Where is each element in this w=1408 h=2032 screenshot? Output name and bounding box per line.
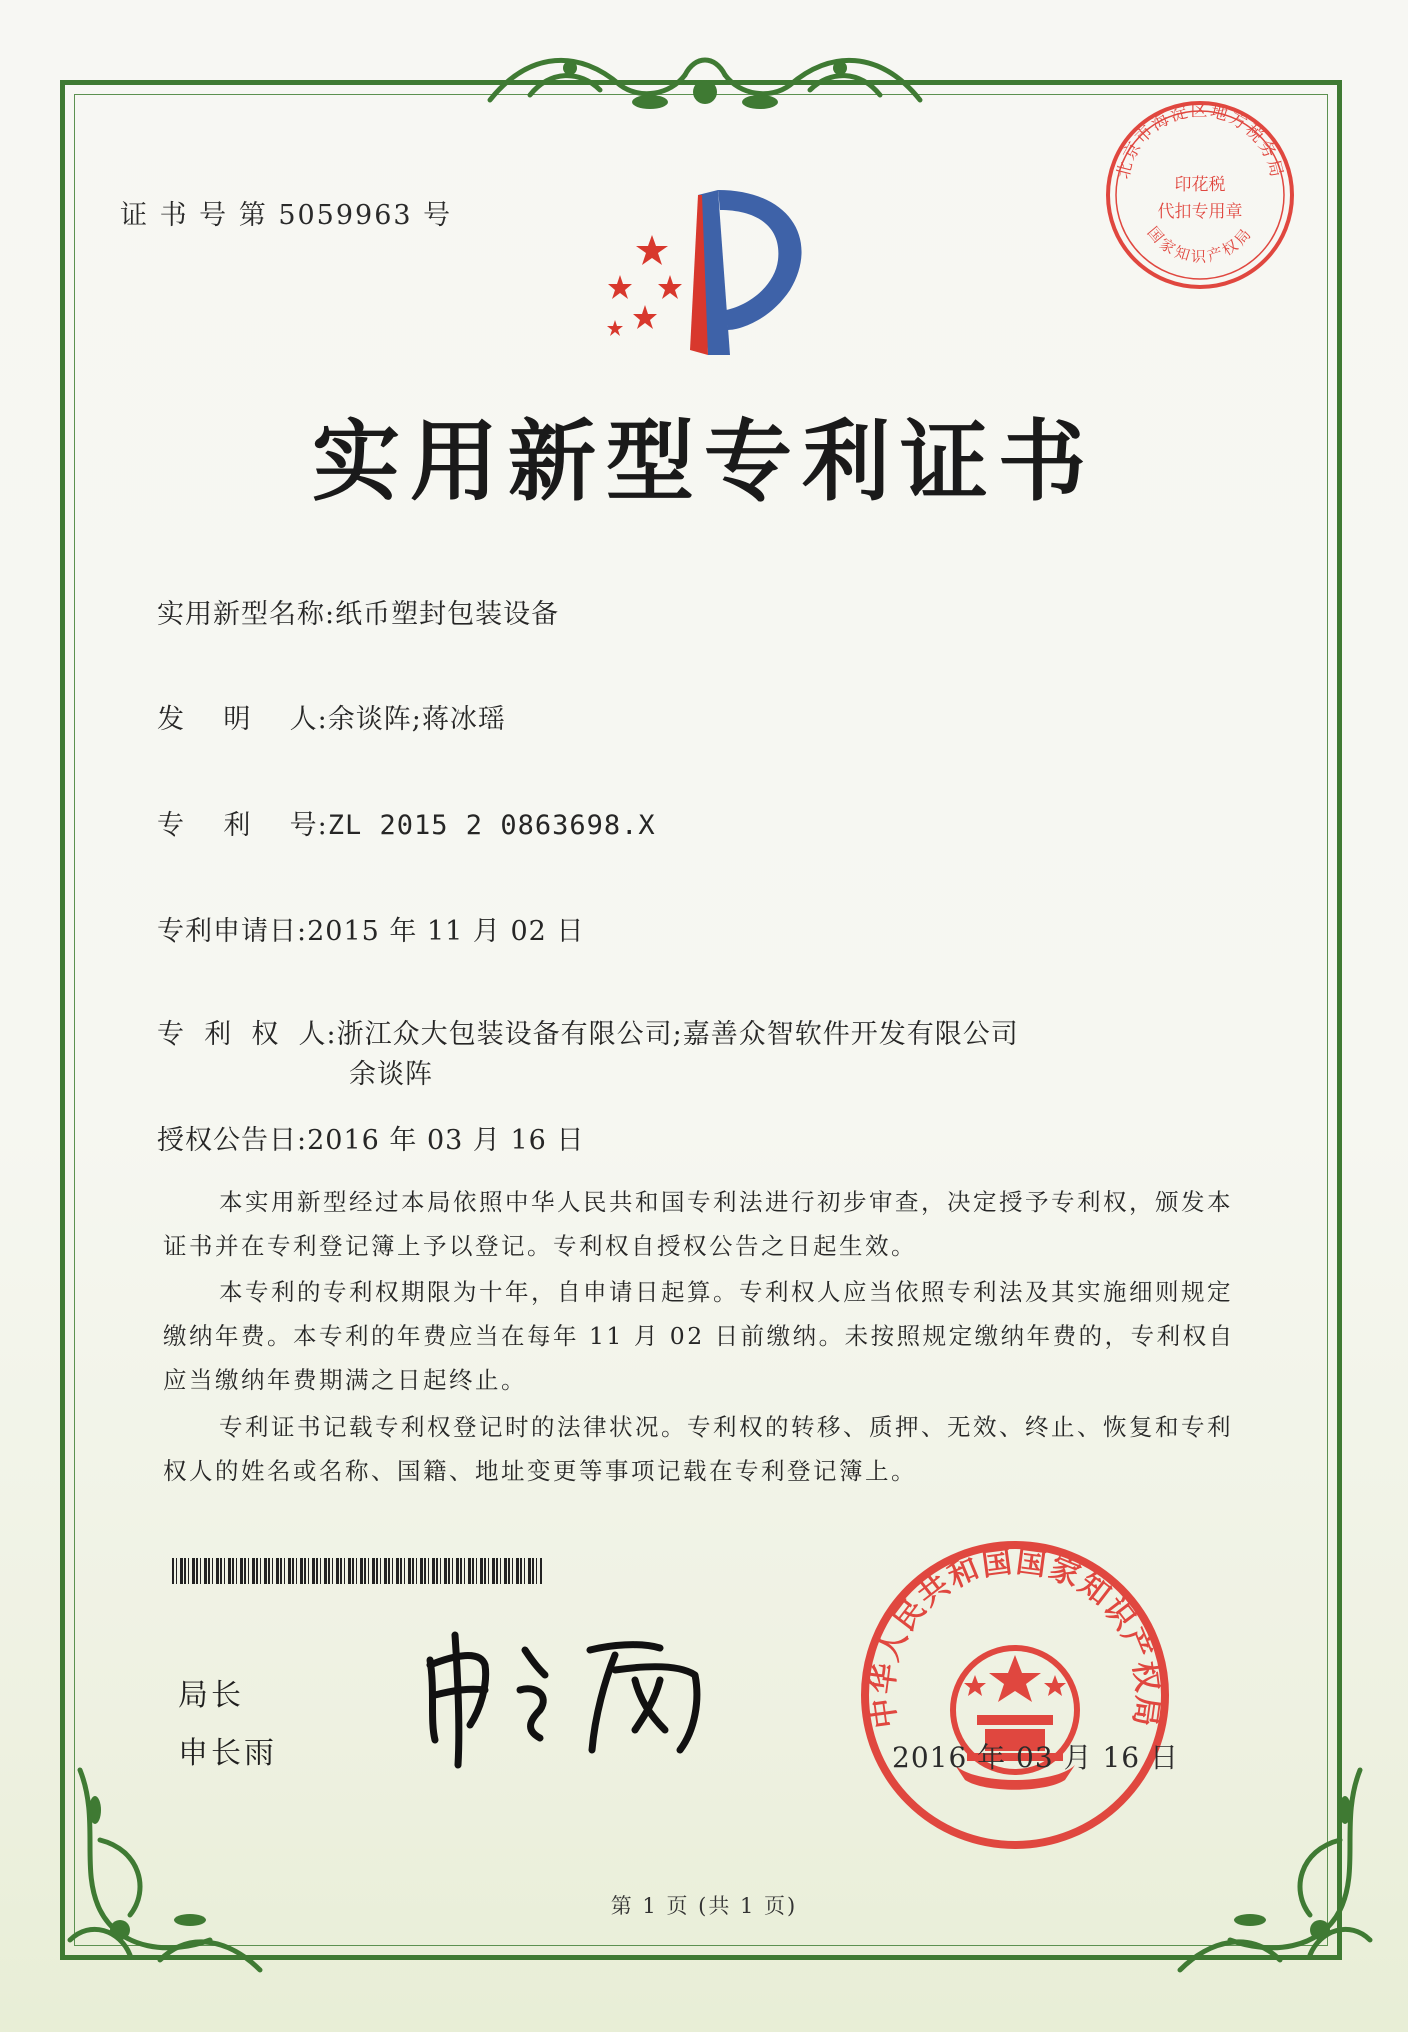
bottom-right-ornament [1150,1740,1380,1980]
patentee-label: 专 利 权 人: [157,1019,337,1050]
tax-stamp [1100,95,1300,295]
official-seal [855,1535,1175,1855]
patentee-value-line1: 浙江众大包装设备有限公司;嘉善众智软件开发有限公司 [336,1019,1019,1050]
svg-text:中华人民共和国国家知识产权局: 中华人民共和国国家知识产权局 [865,1544,1165,1731]
patent-number-label: 专 利 号: [157,810,328,841]
patentee-value-line2: 余谈阵 [349,1059,433,1090]
announcement-date-value: 2016 年 03 月 16 日 [307,1125,585,1156]
patentee-row [157,1012,1019,1051]
patent-number-value: ZL 2015 2 0863698.X [327,810,656,841]
svg-text:国家知识产权局: 国家知识产权局 [1143,223,1257,266]
certificate-title: 实用新型专利证书 [311,409,1096,513]
bottom-left-ornament [60,1740,290,1980]
inventor-row [157,697,506,736]
svg-text:北京市海淀区地方税务局: 北京市海淀区地方税务局 [1113,101,1287,181]
signature-text: 申长雨 [410,1620,413,1621]
announcement-date-row [157,1118,584,1157]
svg-text:印花税: 印花税 [1174,175,1226,195]
inventor-label: 发 明 人: [157,704,328,735]
director-signature [410,1620,730,1770]
sipo-logo [590,180,820,360]
announcement-date-label: 授权公告日: [157,1125,308,1156]
paragraph-term: 本专利的专利权期限为十年，自申请日起算。专利权人应当依照专利法及其实施细则规定缴纳年费。本专利的年费应当在每年 11 月 02 日前缴纳。未按照规定缴纳年费的，专利权自应当缴纳年费期满之日起终止。 [163,1278,1235,1394]
certificate-number: 证 书 号 第 5059963 号 [120,200,453,231]
svg-text:代扣专用章: 代扣专用章 [1157,202,1243,222]
inventor-value: 余谈阵;蒋冰瑶 [327,704,506,735]
page-number: 第 1 页 (共 1 页) [610,1894,798,1918]
utility-model-name-label: 实用新型名称: [157,599,336,630]
paragraph-grant: 本实用新型经过本局依照中华人民共和国专利法进行初步审查，决定授予专利权，颁发本证书并在专利登记簿上予以登记。专利权自授权公告之日起生效。 [163,1188,1233,1260]
seal-date: 2016 年 03 月 16 日 [892,1741,1180,1774]
utility-model-name-row [157,592,559,631]
filing-date-value: 2015 年 11 月 02 日 [307,916,585,947]
barcode [172,1558,542,1584]
utility-model-name-value: 纸币塑封包装设备 [335,599,560,630]
director-name: 申长雨 [178,1736,277,1771]
paragraph-legal-status: 专利证书记载专利权登记时的法律状况。专利权的转移、质押、无效、终止、恢复和专利权人的姓名或名称、国籍、地址变更等事项记载在专利登记簿上。 [163,1413,1233,1485]
top-ornament [470,40,940,120]
filing-date-label: 专利申请日: [157,916,308,947]
director-title: 局长 [178,1678,244,1713]
filing-date-row [157,909,584,948]
patent-number-row [157,803,656,842]
